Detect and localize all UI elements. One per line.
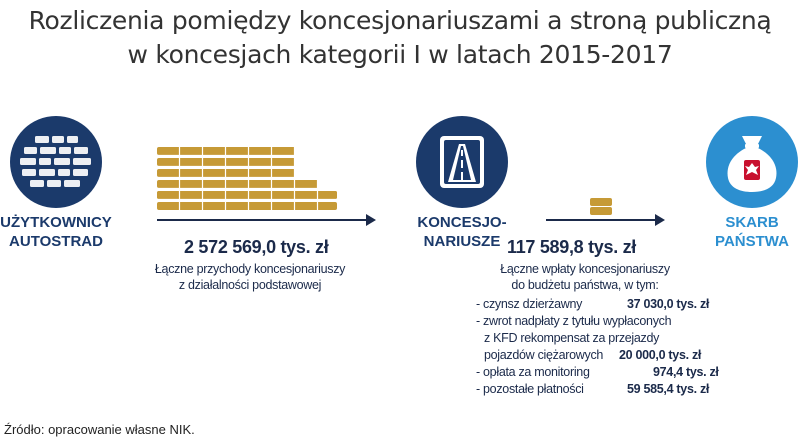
- item-label: pojazdów ciężarowych: [484, 348, 604, 362]
- treasury-label: [700, 213, 800, 251]
- users-label-line2: AUTOSTRAD: [9, 233, 103, 250]
- title-line-1: Rozliczenia pomiędzy koncesjonariuszami a stroną publiczną: [28, 6, 772, 35]
- list-item: [476, 297, 582, 312]
- item-label: - zwrot nadpłaty z tytułu wypłaconych: [476, 314, 672, 328]
- payments-desc-line2: do budżetu państwa, w tym:: [511, 278, 659, 292]
- money-bag-icon-svg: [706, 116, 798, 208]
- source-note: Źródło: opracowanie własne NIK.: [4, 422, 195, 437]
- concessionaires-label-line1: KONCESJO-: [417, 214, 507, 231]
- arrow-head-1: [366, 214, 376, 226]
- money-bag-eagle-icon: [706, 116, 798, 208]
- flow-arrow-1: [157, 219, 367, 221]
- revenue-amount: 2 572 569,0 tys. zł: [184, 237, 329, 257]
- users-label-line1: UŻYTKOWNICY: [0, 214, 112, 231]
- vehicles-icon-svg: [10, 116, 102, 208]
- treasury-label-line2: PAŃSTWA: [715, 233, 789, 250]
- payments-desc: [480, 261, 690, 293]
- list-item-value: 59 585,4 tys. zł: [627, 382, 710, 396]
- motorway-icon: [416, 116, 508, 208]
- vehicles-icon: [10, 116, 102, 208]
- item-label: - pozostałe płatności: [476, 382, 584, 396]
- treasury-label-line1: SKARB: [725, 214, 779, 231]
- item-label: - czynsz dzierżawny: [476, 297, 583, 311]
- list-item: [476, 382, 584, 397]
- infographic-title: [0, 4, 800, 72]
- arrow-head-2: [655, 214, 665, 226]
- title-line-2: w koncesjach kategorii I w latach 2015-2017: [127, 40, 673, 69]
- revenue-desc: [140, 261, 360, 293]
- payment-coin: [590, 198, 612, 206]
- list-item-value: 37 030,0 tys. zł: [627, 297, 710, 311]
- payment-coin: [590, 207, 612, 215]
- list-item: [484, 348, 603, 363]
- list-item: [476, 365, 590, 380]
- revenue-desc-line1: Łączne przychody koncesjonariuszy: [154, 262, 346, 276]
- payments-desc-line1: Łączne wpłaty koncesjonariuszy: [500, 262, 670, 276]
- list-item: [476, 314, 671, 329]
- item-label: z KFD rekompensat za przejazdy: [484, 331, 660, 345]
- item-label: - opłata za monitoring: [476, 365, 590, 379]
- list-item-value: 20 000,0 tys. zł: [619, 348, 702, 362]
- flow-arrow-2: [546, 219, 656, 221]
- motorway-icon-svg: [416, 116, 508, 208]
- revenue-desc-line2: z działalności podstawowej: [178, 278, 322, 292]
- coin-grid-1: [157, 146, 339, 211]
- list-item: [484, 331, 659, 346]
- payments-amount: 117 589,8 tys. zł: [507, 237, 637, 257]
- users-label: [0, 213, 112, 251]
- list-item-value: 974,4 tys. zł: [653, 365, 719, 379]
- concessionaires-label-line2: NARIUSZE: [423, 233, 501, 250]
